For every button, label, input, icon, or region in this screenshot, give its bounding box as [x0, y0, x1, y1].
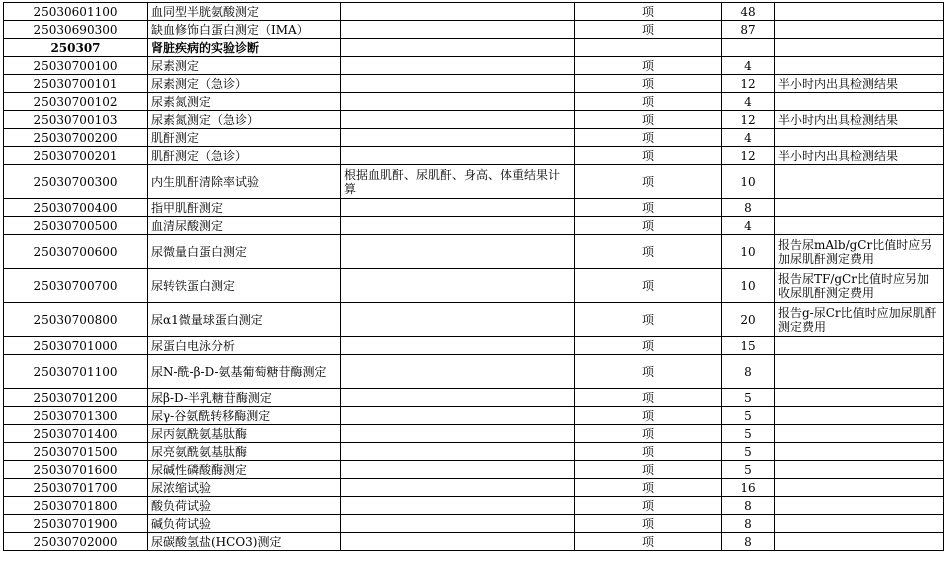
item-content-cell [341, 303, 575, 337]
item-code-cell: 25030701100 [4, 355, 148, 389]
note-cell: 半小时内出具检测结果 [775, 111, 944, 129]
unit-cell: 项 [575, 407, 722, 425]
price-cell: 8 [722, 199, 775, 217]
note-cell [775, 3, 944, 21]
table-row [4, 443, 944, 461]
note-cell [775, 407, 944, 425]
price-cell: 5 [722, 443, 775, 461]
item-content-cell [341, 217, 575, 235]
item-content-cell [341, 21, 575, 39]
table-row [4, 515, 944, 533]
unit-cell: 项 [575, 57, 722, 75]
item-code-cell: 25030700400 [4, 199, 148, 217]
note-cell [775, 21, 944, 39]
item-content-cell [341, 93, 575, 111]
table-row [4, 303, 944, 337]
item-name-cell: 尿素氮测定 [148, 93, 341, 111]
table-row [4, 337, 944, 355]
note-cell: 报告尿mAlb/gCr比值时应另加尿肌酐测定费用 [775, 235, 944, 269]
item-content-cell [341, 269, 575, 303]
note-cell [775, 199, 944, 217]
price-cell: 12 [722, 111, 775, 129]
item-content-cell [341, 39, 575, 57]
unit-cell [575, 39, 722, 57]
unit-cell: 项 [575, 111, 722, 129]
item-name-cell: 尿微量白蛋白测定 [148, 235, 341, 269]
item-name-cell: 尿蛋白电泳分析 [148, 337, 341, 355]
item-name-cell: 尿丙氨酰氨基肽酶 [148, 425, 341, 443]
unit-cell: 项 [575, 199, 722, 217]
table-row [4, 389, 944, 407]
item-content-cell [341, 497, 575, 515]
item-content-cell [341, 129, 575, 147]
note-cell [775, 39, 944, 57]
price-cell: 4 [722, 217, 775, 235]
price-cell: 10 [722, 165, 775, 199]
item-name-cell: 肌酐测定 [148, 129, 341, 147]
item-name-cell: 肌酐测定（急诊） [148, 147, 341, 165]
note-cell: 报告尿TF/gCr比值时应另加收尿肌酐测定费用 [775, 269, 944, 303]
price-cell: 15 [722, 337, 775, 355]
item-code-cell: 25030700201 [4, 147, 148, 165]
note-cell [775, 479, 944, 497]
item-code-cell: 25030701600 [4, 461, 148, 479]
item-content-cell [341, 425, 575, 443]
unit-cell: 项 [575, 93, 722, 111]
note-cell [775, 337, 944, 355]
price-cell: 5 [722, 461, 775, 479]
item-content-cell [341, 461, 575, 479]
price-cell: 5 [722, 389, 775, 407]
item-code-cell: 25030700700 [4, 269, 148, 303]
note-cell [775, 217, 944, 235]
section-header-row [4, 39, 944, 57]
item-content-cell [341, 389, 575, 407]
note-cell [775, 443, 944, 461]
unit-cell: 项 [575, 389, 722, 407]
item-name-cell: 尿γ-谷氨酰转移酶测定 [148, 407, 341, 425]
price-cell: 20 [722, 303, 775, 337]
price-cell: 8 [722, 497, 775, 515]
item-name-cell: 内生肌酐清除率试验 [148, 165, 341, 199]
table-row [4, 57, 944, 75]
item-code-cell: 25030701200 [4, 389, 148, 407]
item-code-cell: 25030701700 [4, 479, 148, 497]
item-content-cell: 根据血肌酐、尿肌酐、身高、体重结果计算 [341, 165, 575, 199]
fee-schedule-body [4, 3, 944, 551]
unit-cell: 项 [575, 235, 722, 269]
unit-cell: 项 [575, 355, 722, 389]
item-name-cell: 血同型半胱氨酸测定 [148, 3, 341, 21]
price-cell: 8 [722, 515, 775, 533]
unit-cell: 项 [575, 129, 722, 147]
note-cell [775, 515, 944, 533]
unit-cell: 项 [575, 3, 722, 21]
note-cell: 报告g-尿Cr比值时应加尿肌酐测定费用 [775, 303, 944, 337]
item-name-cell: 尿β-D-半乳糖苷酶测定 [148, 389, 341, 407]
note-cell [775, 497, 944, 515]
item-code-cell: 250306011​00 [4, 3, 148, 21]
price-cell: 87 [722, 21, 775, 39]
item-code-cell: 25030701500 [4, 443, 148, 461]
item-content-cell [341, 199, 575, 217]
item-name-cell: 碱负荷试验 [148, 515, 341, 533]
note-cell [775, 389, 944, 407]
item-content-cell [341, 533, 575, 551]
item-code-cell: 25030701400 [4, 425, 148, 443]
item-name-cell: 尿碱性磷酸酶测定 [148, 461, 341, 479]
table-row [4, 93, 944, 111]
price-cell: 10 [722, 235, 775, 269]
price-cell: 4 [722, 129, 775, 147]
item-content-cell [341, 355, 575, 389]
unit-cell: 项 [575, 497, 722, 515]
table-row [4, 425, 944, 443]
price-cell: 8 [722, 533, 775, 551]
item-code-cell: 25030700300 [4, 165, 148, 199]
price-cell: 4 [722, 93, 775, 111]
unit-cell: 项 [575, 337, 722, 355]
note-cell [775, 461, 944, 479]
item-content-cell [341, 235, 575, 269]
unit-cell: 项 [575, 75, 722, 93]
item-code-cell: 25030701800 [4, 497, 148, 515]
table-row [4, 21, 944, 39]
item-content-cell [341, 479, 575, 497]
item-content-cell [341, 57, 575, 75]
unit-cell: 项 [575, 461, 722, 479]
note-cell [775, 93, 944, 111]
price-cell: 48 [722, 3, 775, 21]
item-content-cell [341, 75, 575, 93]
item-name-cell: 尿α1微量球蛋白测定 [148, 303, 341, 337]
note-cell [775, 129, 944, 147]
item-code-cell: 25030701300 [4, 407, 148, 425]
note-cell [775, 165, 944, 199]
item-name-cell: 尿转铁蛋白测定 [148, 269, 341, 303]
note-cell [775, 425, 944, 443]
unit-cell: 项 [575, 515, 722, 533]
item-code-cell: 25030702000 [4, 533, 148, 551]
item-content-cell [341, 337, 575, 355]
item-name-cell: 尿碳酸氢盐(HCO3)测定 [148, 533, 341, 551]
item-code-cell: 25030700103 [4, 111, 148, 129]
item-name-cell: 指甲肌酐测定 [148, 199, 341, 217]
table-row [4, 3, 944, 21]
table-row [4, 235, 944, 269]
price-cell: 4 [722, 57, 775, 75]
item-name-cell: 尿素氮测定（急诊） [148, 111, 341, 129]
unit-cell: 项 [575, 533, 722, 551]
table-row [4, 461, 944, 479]
item-content-cell [341, 515, 575, 533]
item-content-cell [341, 443, 575, 461]
unit-cell: 项 [575, 21, 722, 39]
item-name-cell: 尿亮氨酰氨基肽酶 [148, 443, 341, 461]
item-code-cell: 25030701900 [4, 515, 148, 533]
table-row [4, 269, 944, 303]
price-cell: 16 [722, 479, 775, 497]
item-content-cell [341, 3, 575, 21]
table-row [4, 165, 944, 199]
unit-cell: 项 [575, 165, 722, 199]
table-row [4, 533, 944, 551]
note-cell: 半小时内出具检测结果 [775, 147, 944, 165]
item-content-cell [341, 407, 575, 425]
unit-cell: 项 [575, 303, 722, 337]
unit-cell: 项 [575, 269, 722, 303]
item-code-cell: 25030700101 [4, 75, 148, 93]
note-cell [775, 533, 944, 551]
price-cell: 8 [722, 355, 775, 389]
item-name-cell: 尿素测定 [148, 57, 341, 75]
price-cell: 10 [722, 269, 775, 303]
item-name-cell: 尿素测定（急诊） [148, 75, 341, 93]
item-name-cell: 血清尿酸测定 [148, 217, 341, 235]
item-name-cell: 尿N-酰-β-D-氨基葡萄糖苷酶测定 [148, 355, 341, 389]
table-row [4, 111, 944, 129]
unit-cell: 项 [575, 425, 722, 443]
item-name-cell: 酸负荷试验 [148, 497, 341, 515]
table-row [4, 217, 944, 235]
item-content-cell [341, 147, 575, 165]
unit-cell: 项 [575, 217, 722, 235]
item-name-cell: 尿浓缩试验 [148, 479, 341, 497]
item-code-cell: 25030700800 [4, 303, 148, 337]
table-row [4, 497, 944, 515]
item-code-cell: 25030701000 [4, 337, 148, 355]
table-row [4, 355, 944, 389]
item-code-cell: 25030700100 [4, 57, 148, 75]
unit-cell: 项 [575, 147, 722, 165]
price-cell: 5 [722, 425, 775, 443]
unit-cell: 项 [575, 443, 722, 461]
item-content-cell [341, 111, 575, 129]
item-code-cell: 25030700200 [4, 129, 148, 147]
table-row [4, 479, 944, 497]
table-row [4, 407, 944, 425]
note-cell: 半小时内出具检测结果 [775, 75, 944, 93]
table-row [4, 75, 944, 93]
price-cell: 12 [722, 147, 775, 165]
table-row [4, 147, 944, 165]
price-cell [722, 39, 775, 57]
item-code-cell: 25030700600 [4, 235, 148, 269]
unit-cell: 项 [575, 479, 722, 497]
table-row [4, 129, 944, 147]
item-name-cell: 缺血修饰白蛋白测定（IMA） [148, 21, 341, 39]
item-code-cell: 250307 [4, 39, 148, 57]
item-code-cell: 25030690300 [4, 21, 148, 39]
price-cell: 12 [722, 75, 775, 93]
item-code-cell: 25030700102 [4, 93, 148, 111]
item-name-cell: 肾脏疾病的实验诊断 [148, 39, 341, 57]
price-cell: 5 [722, 407, 775, 425]
fee-schedule-table [3, 2, 944, 551]
note-cell [775, 57, 944, 75]
table-row [4, 199, 944, 217]
item-code-cell: 25030700500 [4, 217, 148, 235]
note-cell [775, 355, 944, 389]
